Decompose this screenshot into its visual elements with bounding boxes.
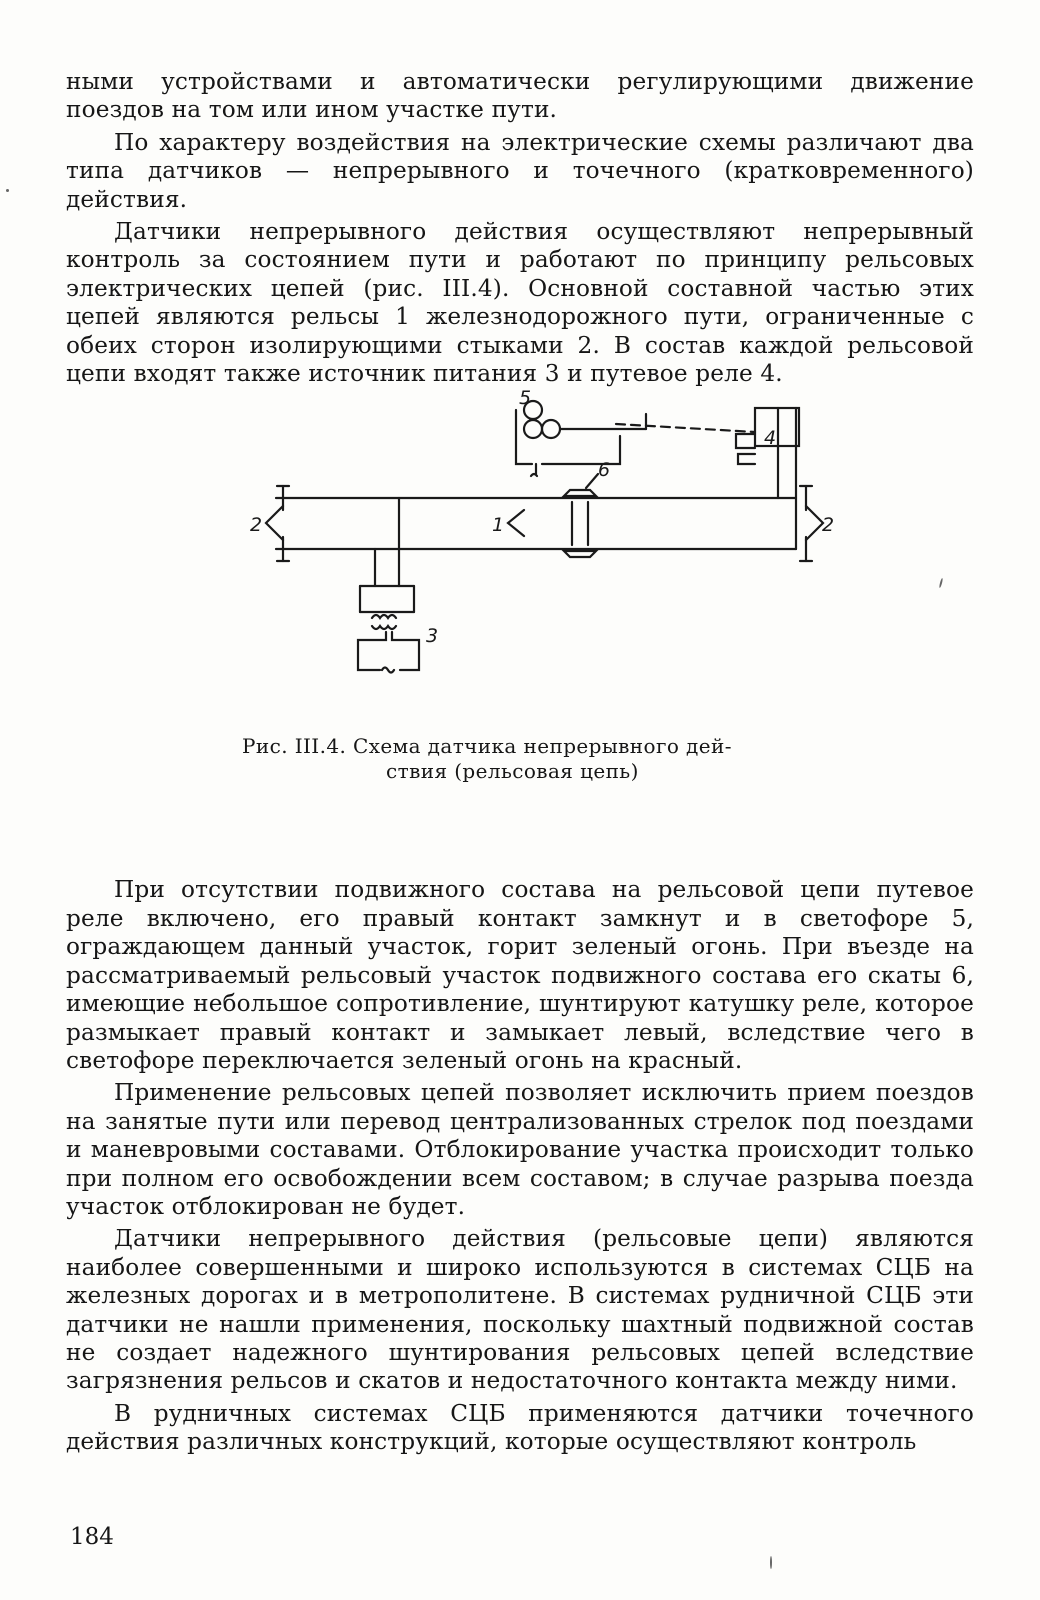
paragraph-7: В рудничных системах СЦБ применяются датчики точечного действия различных конструкций, которые осуществляют контроль [66,1399,974,1456]
signal-lamp-3 [542,420,560,438]
page-number: 184 [70,1524,114,1550]
figure-caption [242,734,802,784]
paragraph-1: ными устройствами и автоматически регулирующими движение поездов на том или ином участке пути. [66,68,974,124]
figure-rail-circuit [66,387,974,834]
label-power-source: 3 [426,625,439,648]
paragraph-5: Применение рельсовых цепей позволяет исключить прием поездов на занятые пути или перевод централизованных стрелок под поездами и маневровыми составами. Отблокирование участка происходит только при полном его освобождении всем составом; в случае разрыва поезда участок отблокирован не будет. [66,1079,974,1220]
paragraph-2: По характеру воздействия на электрические схемы различают два типа датчиков — непрерывного и точечного (кратковременного) действия. [66,128,974,213]
label-relay: 4 [764,427,777,450]
label-rails: 1 [492,514,505,537]
rails-arrow [508,510,524,536]
label-joint-left: 2 [250,514,263,537]
scan-speck [6,189,9,192]
label-signal: 5 [519,387,532,410]
transformer-coil-bottom [372,626,396,629]
label-joint-right: 2 [822,514,835,537]
paragraph-4: При отсутствии подвижного состава на рельсовой цепи путевое реле включено, его правый контакт замкнут и в светофоре 5, ограждающем данный участок, горит зеленый огонь. При въезде на рассматриваемый рельсовый участок подвижного состава его скаты 6, имеющие небольшое сопротивление, шунтируют катушку реле, которое размыкает правый контакт и замыкает левый, вследствие чего в светофоре переключается зеленый огонь на красный. [66,876,974,1074]
caption-line-2: ствия (рельсовая цепь) [386,759,639,784]
label-wheelset: 6 [598,459,611,482]
page-body [66,68,974,1457]
rail-circuit-diagram [236,387,835,729]
wheelset-bottom [564,551,596,557]
paragraph-3: Датчики непрерывного действия осуществляют непрерывный контроль за состоянием пути и работают по принципу рельсовых электрических цепей (рис. III.4). Основной составной частью этих цепей являются рельсы 1 железнодорожного пути, ограниченные с обеих сторон изолирующими стыками 2. В состав каждой рельсовой цепи входят также источник питания 3 и путевое реле 4. [66,218,974,388]
caption-line-1: Рис. III.4. Схема датчика непрерывного дей- [242,734,732,759]
transformer-coil-top [372,615,396,618]
ac-source-symbol [382,668,394,673]
wheelset-top [564,490,596,496]
paragraph-6: Датчики непрерывного действия (рельсовые цепи) являются наиболее совершенными и широко используются в системах СЦБ на железных дорогах и в метрополитене. В системах рудничной СЦБ эти датчики не нашли применения, поскольку шахтный подвижной состав не создает надежного шунтирования рельсовых цепей вследствие загрязнения рельсов и скатов и недостаточного контакта между ними. [66,1225,974,1395]
signal-lamp-2 [524,420,542,438]
scan-speck [770,1556,772,1569]
